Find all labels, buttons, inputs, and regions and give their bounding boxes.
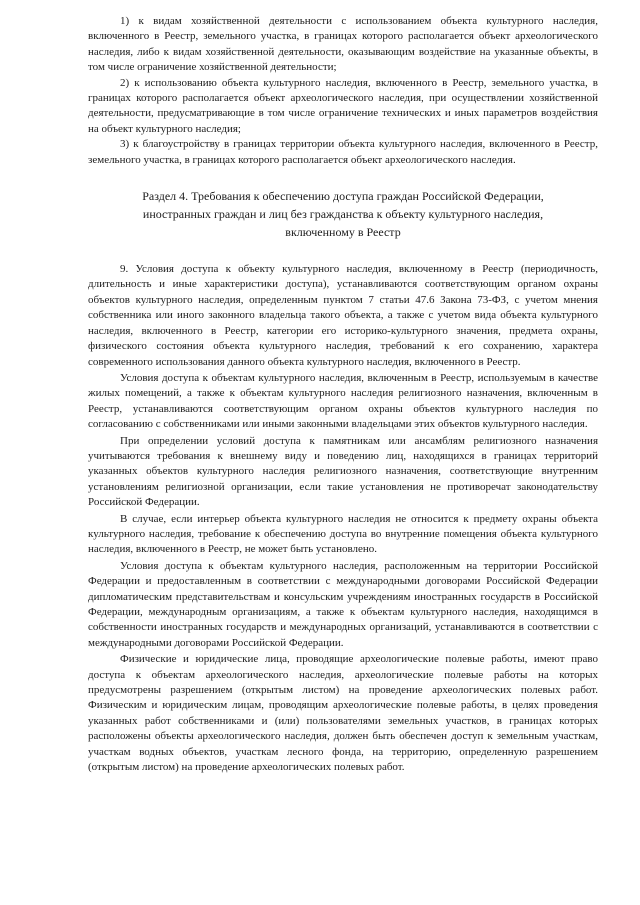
requirements-list: [88, 14, 598, 168]
paragraph-archaeological: Физические и юридические лица, проводящие археологические полевые работы, имеют право доступа к объектам археологического наследия, археологические полевые работы на которых предусмотрены разрешением (открытым листом) на проведение археологических полевых работ. Физическим и юридическим лицам, проводящим археологические полевые работы, в целях проведения указанных работ собственниками и (или) пользователями земельных участков, в границах которых расположены объекты археологического наследия, должен быть обеспечен доступ к земельным участкам, участкам водных объектов, участкам лесного фонда, на территорию, определенную разрешением (открытым листом) на проведение археологических полевых работ.: [88, 653, 598, 774]
paragraph-interior: В случае, если интерьер объекта культурного наследия не относится к предмету охраны объекта культурного наследия, требование к обеспечению доступа во внутренние помещения объекта культурного наследия, включенного в Реестр, не может быть установлено.: [88, 512, 598, 556]
section-heading: [96, 187, 590, 241]
section-heading-line-2: иностранных граждан и лиц без гражданства к объекту культурного наследия,: [142, 207, 544, 222]
section-body: [88, 262, 598, 775]
section-heading-line-1: Раздел 4. Требования к обеспечению доступа граждан Российской Федерации,: [142, 189, 544, 204]
paragraph-residential-religious: Условия доступа к объектам культурного наследия, включенным в Реестр, используемым в качестве жилых помещений, а также к объектам культурного наследия религиозного назначения, включенным в Реестр, устанавливаются соответствующим органом охраны объектов культурного наследия по согласованию с собственниками или иными законными владельцами этих объектов культурного наследия.: [88, 371, 598, 431]
list-item-2: 2) к использованию объекта культурного наследия, включенного в Реестр, земельного участка, в границах которого располагается объект археологического наследия, при осуществлении хозяйственной деятельности, предусматривающие в том числе ограничение технических и иных параметров воздействия на объект культурного наследия;: [88, 76, 598, 135]
list-item-3: 3) к благоустройству в границах территории объекта культурного наследия, включенного в Реестр, земельного участка, в границах которого располагается объект археологического наследия.: [88, 138, 598, 166]
list-item-1: 1) к видам хозяйственной деятельности с использованием объекта культурного наследия, включенного в Реестр, земельного участка, в границах которого располагается объект археологического наследия, либо к видам хозяйственной деятельности, оказывающим воздействие на указанные объекты, в том числе ограничение хозяйственной деятельности;: [88, 15, 598, 74]
paragraph-9: 9. Условия доступа к объекту культурного наследия, включенному в Реестр (периодичность, длительность и иные характеристики доступа), устанавливаются соответствующим органом охраны объектов культурного наследия, определенным пунктом 7 статьи 47.6 Закона 73-ФЗ, с учетом мнения собственника или иного законного владельца такого объекта, а также с учетом вида объекта культурного наследия, включенного в Реестр, категории его историко-культурного значения, предмета охраны, физического состояния объекта культурного наследия, требований к его сохранению, характера современного использования данного объекта культурного наследия, включенного в Реестр.: [88, 263, 598, 368]
paragraph-diplomatic: Условия доступа к объектам культурного наследия, расположенным на территории Российской Федерации и предоставленным в соответствии с международными договорами Российской Федерации дипломатическим представительствам и консульским учреждениям иностранных государств в Российской Федерации, международным организациям, а также к объектам культурного наследия, находящимся в собственности иностранных государств и международных организаций, устанавливаются в соответствии с международными договорами Российской Федерации.: [88, 559, 598, 649]
paragraph-religious-requirements: При определении условий доступа к памятникам или ансамблям религиозного назначения учитываются требования к внешнему виду и поведению лиц, находящихся в границах территорий указанных объектов культурного наследия религиозного назначения, соответствующие внутренним установлениям религиозной организации, если такие установления не противоречат законодательству Российской Федерации.: [88, 434, 598, 509]
section-heading-line-3: включенному в Реестр: [285, 225, 401, 240]
